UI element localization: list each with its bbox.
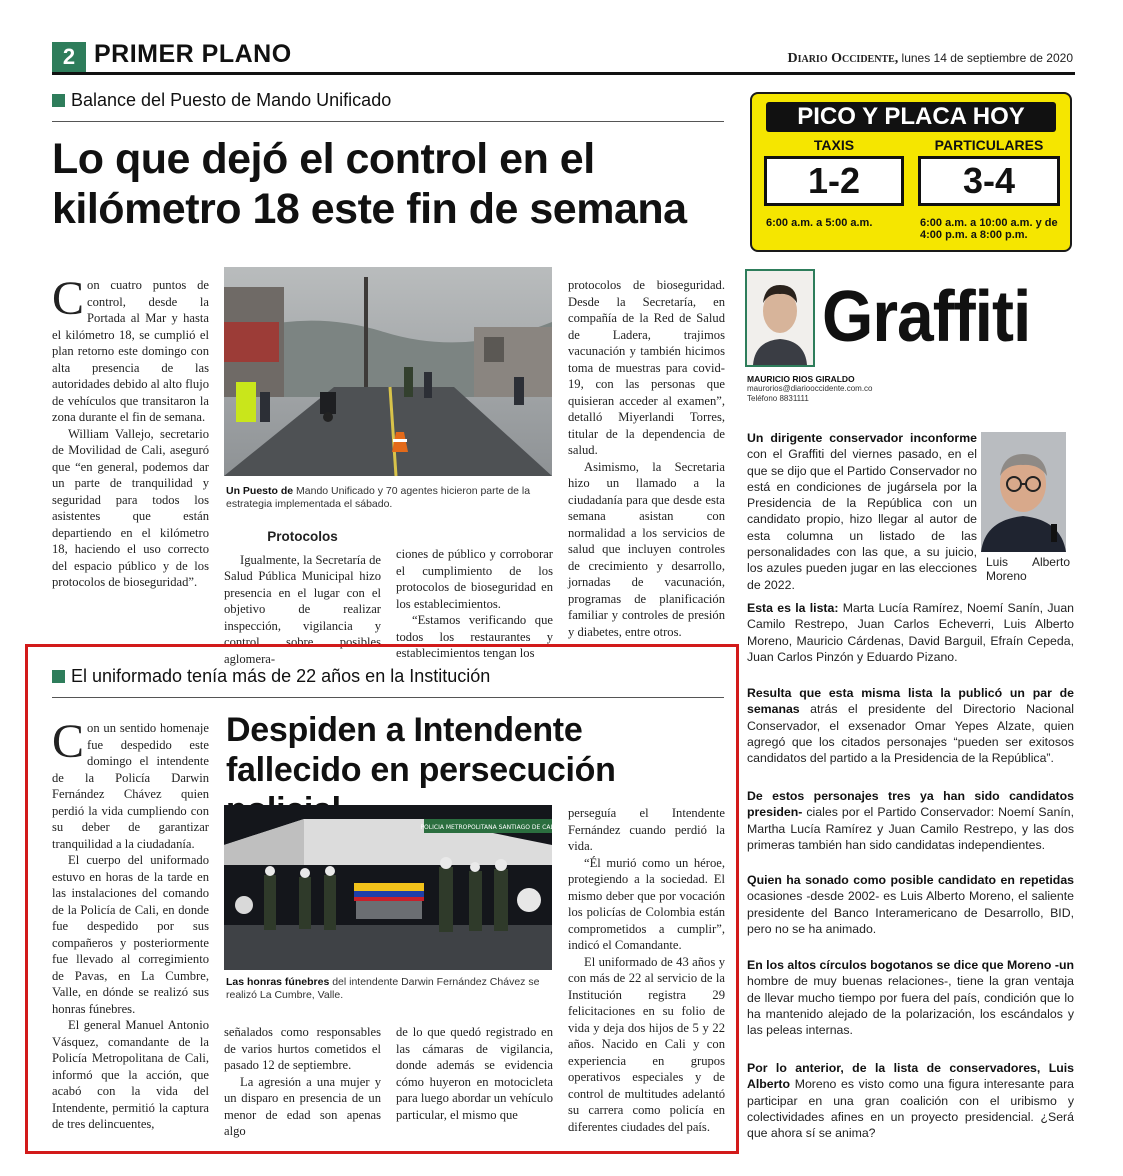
paper-name: Diario Occidente, [787, 51, 899, 66]
article2-headline: Despiden a Intendente fallecido en persecución [226, 711, 616, 789]
article1-kicker-rule [52, 121, 724, 122]
article1-column-2: Protocolos Igualmente, la Secretaría de Salud Pública Municipal hizo presencia en el lugar con el objetivo de realizar inspección, vigilancia y control sobre posibles aglomera- [224, 529, 381, 666]
dropcap: C [52, 715, 85, 768]
columnist-name: MAURICIO RIOS GIRALDO [747, 374, 855, 384]
graffiti-item-7: Por lo anterior, de la lista de conservadores, Luis Alberto Moreno es visto como una figura interesante para participar en una gran coalición con el uribismo y colectividades afines en un proyecto presidencial. ¿Será que ahora sí se anima? [747, 1061, 1074, 1141]
graffiti-item-5: Quien ha sonado como posible candidato en repetidas ocasiones -desde 2002- es Luis Alberto Moreno, el saliente presidente del Banco Interamericano de Desarrollo, BID, pero no se ha animado. [747, 873, 1074, 936]
checkpoint-photo [224, 267, 552, 476]
article2-column-3: de lo que quedó registrado en las cámaras de vigilancia, donde además se evidencia cómo huyeron en motocicleta para luego abordar un vehículo particular, el mismo que [396, 1025, 553, 1122]
article2-kicker: El uniformado tenía más de 22 años en la Institución [52, 666, 490, 687]
graffiti-item-2: Esta es la lista: Marta Lucía Ramírez, Noemí Sanín, Juan Camilo Restrepo, Juan Carlos Echeverri, Luis Alberto Moreno, Mauricio Cárdenas, David Barguil, Efraín Cepeda, Juan Carlos Pinzón y Eduardo Pizano. [747, 601, 1075, 664]
taxis-label: TAXIS [813, 137, 855, 153]
article1-column-4: protocolos de bioseguridad. Desde la Secretaría, en compañía de la Red de Salud de Ladera, trajimos vacunación y también hicimos toma de muestras para covid-19, con las personas que quisieran acceder al examen”, detalló Miyerlandi Torres, titular de la dependencia de salud. Asimismo, la Secretaria hizo un llamado a la ciudadanía para que desde esta semana asistan con normalidad a los servicios de salud que incluyen controles de crecimiento y desarrollo, jornadas de vacunación, programas de planificación familiar y controles de presión y diabetes, entre otros. [568, 278, 725, 639]
moreno-photo [981, 432, 1066, 552]
funeral-photo [224, 805, 556, 970]
graffiti-item-1: Un dirigente conservador inconforme con el Graffiti del viernes pasado, en el que se dijo que el Partido Conservador no está en condiciones de jugársela por la Presidencia de la República con un candidato propio, hizo llegar al autor de esta columna un listado de las personalidades con las que, a su juicio, los azules pueden jugar en las elecciones de 2022. [747, 431, 977, 592]
graffiti-item-6: En los altos círculos bogotanos se dice que Moreno -un hombre de muy buenas relaciones-, tiene la gran ventaja de llevar mucho tiempo por fuera del país, condición que lo ha mantenido alejado de la polarización, los escándalos y las peleas internas. [747, 958, 1074, 1038]
moreno-photo-caption: Luis Alberto Moreno [986, 555, 1070, 583]
particulares-digits: 3-4 [918, 156, 1060, 206]
columnist-contact [747, 384, 873, 404]
pico-y-placa-title: PICO Y PLACA HOY [766, 102, 1056, 132]
article1-headline: Lo que dejó el control en el kilómetro 18 este fin de semana [52, 135, 687, 233]
columnist-photo [745, 269, 815, 367]
tent-sign-text: POLICIA METROPOLITANA SANTIAGO DE CALI [420, 824, 556, 831]
section-title: PRIMER PLANO [94, 40, 292, 68]
page-number: 2 [52, 42, 86, 72]
square-bullet-icon [52, 94, 65, 107]
square-bullet-icon [52, 670, 65, 683]
columnist-email: maurorios@diariooccidente.com.co [747, 384, 873, 393]
protocolos-subhead: Protocolos [267, 529, 338, 544]
article2-column-1: Con un sentido homenaje fue despedido este domingo el intendente de la Policía Darwin Fernández Chávez quien perdió la vida cumpliendo con su deber de garantizar tranquilidad a la ciudadanía. El cuerpo del uniformado estuvo en horas de la tarde en las instalaciones del comando de la Policía de Cali, en donde fue despedido por sus compañeros y posteriormente fue llevado al corregimiento de Pavas, en La Cumbre, Valle, en dónde se realizó sus honras fúnebres. El general Manuel Antonio Vásquez, comandante de la Policía Metropolitana de Cali, informó que la acción, que acabó con la vida del Intendente, permitió la captura de tres delincuentes, [52, 715, 209, 1131]
particulares-hours: 6:00 a.m. a 10:00 a.m. y de 4:00 p.m. a 8:00 p.m. [920, 217, 1058, 241]
pico-y-placa-box [750, 92, 1072, 252]
particulares-label: PARTICULARES [934, 137, 1044, 153]
checkpoint-photo-caption: Un Puesto de Mando Unificado y 70 agentes hicieron parte de la estrategia implementada el sábado. [226, 485, 531, 510]
dropcap: C [52, 272, 85, 325]
article2-column-2: señalados como responsables de varios hurtos cometidos el pasado 12 de septiembre. La agresión a una mujer y un disparo en presencia de un menor de edad son apenas algo [224, 1025, 381, 1138]
masthead [787, 50, 1073, 67]
graffiti-item-3: Resulta que esta misma lista la publicó un par de semanas atrás el presidente del Directorio Nacional Conservador, el exsenador Omar Yepes Alzate, quien agregó que los citados personajes “pueden ser exitosos candidatos del partido a la Presidencia de la República”. [747, 686, 1074, 766]
graffiti-title: Graffiti [822, 275, 1031, 357]
funeral-photo-caption: Las honras fúnebres del intendente Darwin Fernández Chávez se realizó La Cumbre, Valle. [226, 976, 540, 1001]
graffiti-item-4: De estos personajes tres ya han sido candidatos presiden- ciales por el Partido Conservador: Noemí Sanín, Martha Lucía Ramírez y Juan Camilo Restrepo, y las dos primeras también han sido candidatas independientes. [747, 789, 1074, 852]
header-rule [52, 72, 1075, 75]
publication-date: lunes 14 de septiembre de 2020 [901, 51, 1073, 65]
taxis-hours: 6:00 a.m. a 5:00 a.m. [766, 217, 873, 229]
article1-column-3: ciones de público y corroborar el cumplimiento de los protocolos de bioseguridad en los establecimientos. “Estamos verificando que todos los restaurantes y establecimientos tengan los [396, 547, 553, 660]
article1-kicker: Balance del Puesto de Mando Unificado [52, 90, 391, 111]
article2-kicker-rule [52, 697, 724, 698]
columnist-phone: Teléfono 8831111 [747, 394, 809, 403]
taxis-digits: 1-2 [764, 156, 904, 206]
article1-column-1: Con cuatro puntos de control, desde la Portada al Mar y hasta el kilómetro 18, se cumplió el plan retorno este domingo con alta presencia de las autoridades debido al alto flujo de vehículos que transitaron la zona durante el fin de semana. William Vallejo, secretario de Movilidad de Cali, aseguró que “en general, podemos dar un parte de tranquilidad y seguridad para todos los asistentes que están departiendo en el kilómetro 18, haciendo el uso correcto del espacio público y de los protocolos de bioseguridad”. [52, 272, 209, 589]
article2-column-4: perseguía el Intendente Fernández cuando perdió la vida. “Él murió como un héroe, protegiendo a la sociedad. El mismo deber que por vocación los policías de Colombia están comprometidos a cumplir”, indicó el Comandante. El uniformado de 43 años y con más de 22 al servicio de la Institución registra 29 felicitaciones en su folio de vida y deja dos hijos de 5 y 22 años. Nacido en Cali y con experiencia en grupos operativos especiales y de control de multitudes adelantó su carrera como policía en diferentes ciudades del país. [568, 806, 725, 1134]
